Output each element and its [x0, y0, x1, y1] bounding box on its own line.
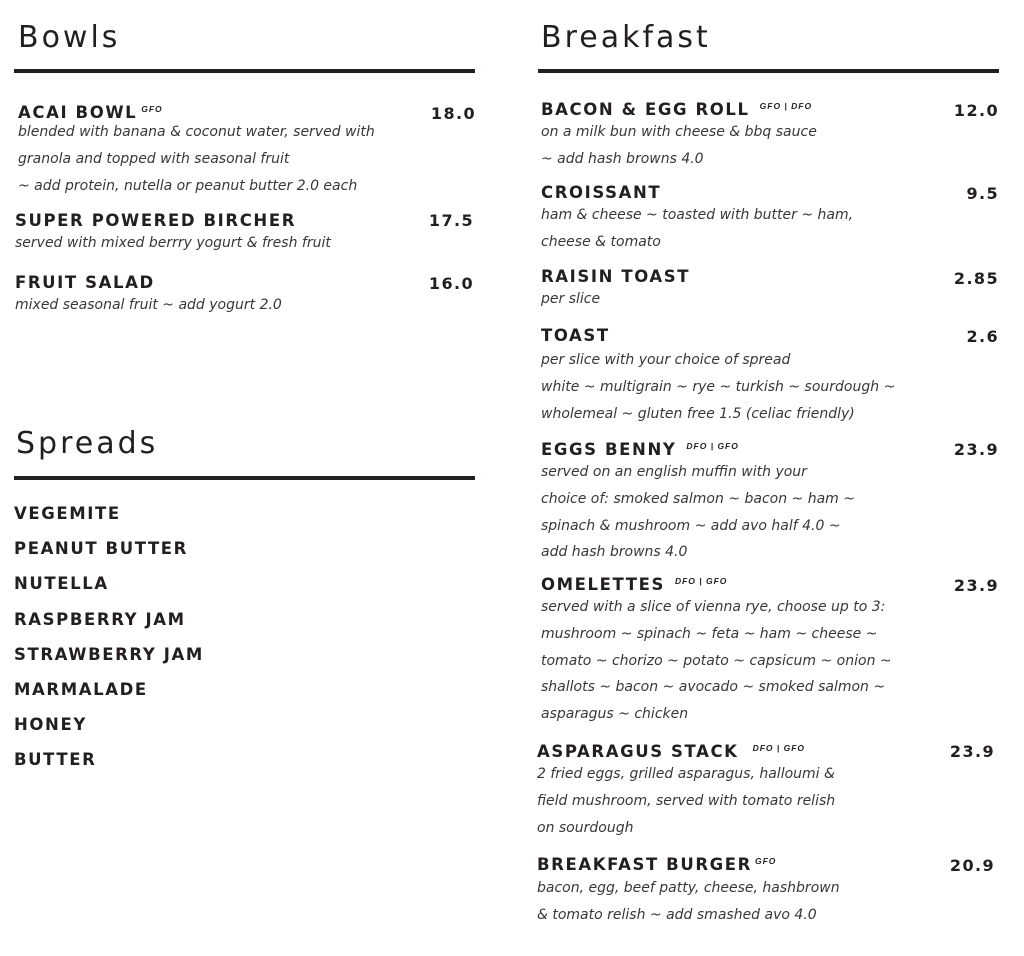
- item-price: 12.0: [953, 101, 999, 120]
- dietary-tag: DFO | GFO: [674, 576, 728, 586]
- spread-item: VEGEMITE: [14, 504, 121, 523]
- item-description: ham & cheese ~ toasted with butter ~ ham, cheese & tomato: [541, 207, 854, 250]
- spread-item: NUTELLA: [14, 574, 109, 593]
- item-price: 23.9: [953, 576, 999, 595]
- item-name: ACAI BOWL $^{GFO}$: [18, 103, 163, 122]
- item-name: OMELETTES $^{DFO | GFO}$: [541, 575, 728, 594]
- item-description: blended with banana & coconut water, served with granola and topped with seasonal fruit ~ add protein, nutella or peanut butter 2.0 each: [18, 124, 375, 194]
- item-name: CROISSANT: [541, 183, 662, 202]
- item-description: served with mixed berrry yogurt & fresh fruit: [15, 235, 331, 251]
- item-description: per slice: [541, 291, 601, 307]
- item-description: 2 fried eggs, grilled asparagus, halloumi & field mushroom, served with tomato relish on sourdough: [537, 766, 836, 836]
- spread-item: STRAWBERRY JAM: [14, 645, 204, 664]
- item-name: BACON & EGG ROLL $^{GFO | DFO}$: [541, 100, 813, 119]
- item-name: BREAKFAST BURGER $^{GFO}$: [537, 855, 777, 874]
- item-description: bacon, egg, beef patty, cheese, hashbrown & tomato relish ~ add smashed avo 4.0: [537, 880, 840, 923]
- item-description: served on an english muffin with your choice of: smoked salmon ~ bacon ~ ham ~ spinach & mushroom ~ add avo half 4.0 ~ add hash browns 4.0: [541, 464, 855, 561]
- item-name: RAISIN TOAST: [541, 267, 691, 286]
- spreads-divider: [14, 476, 475, 480]
- item-name: TOAST: [541, 326, 610, 345]
- breakfast-title: Breakfast: [541, 20, 711, 55]
- item-name: FRUIT SALAD: [15, 273, 155, 292]
- spread-item: HONEY: [14, 715, 87, 734]
- bowls-divider: [14, 69, 475, 73]
- spreads-title: Spreads: [16, 426, 159, 461]
- item-price: 17.5: [428, 211, 474, 230]
- dietary-tag: DFO | GFO: [752, 743, 806, 753]
- item-name: EGGS BENNY $^{DFO | GFO}$: [541, 440, 739, 459]
- item-name: ASPARAGUS STACK $^{DFO | GFO}$: [537, 742, 806, 761]
- item-price: 18.0: [430, 104, 476, 123]
- dietary-tag: GFO: [754, 856, 777, 866]
- item-price: 23.9: [953, 440, 999, 459]
- dietary-tag: DFO | GFO: [686, 441, 739, 451]
- item-price: 16.0: [428, 274, 474, 293]
- item-description: per slice with your choice of spread white ~ multigrain ~ rye ~ turkish ~ sourdough ~ wholemeal ~ gluten free 1.5 (celiac friendly): [541, 352, 896, 422]
- item-description: mixed seasonal fruit ~ add yogurt 2.0: [15, 297, 282, 313]
- item-price: 20.9: [949, 856, 995, 875]
- bowls-title: Bowls: [18, 20, 121, 55]
- spread-item: PEANUT BUTTER: [14, 539, 188, 558]
- item-price: 9.5: [966, 184, 999, 203]
- dietary-tag: GFO | DFO: [759, 101, 813, 111]
- breakfast-divider: [538, 69, 999, 73]
- spread-item: BUTTER: [14, 750, 97, 769]
- item-name: SUPER POWERED BIRCHER: [15, 211, 297, 230]
- item-description: served with a slice of vienna rye, choose up to 3: mushroom ~ spinach ~ feta ~ ham ~ cheese ~ tomato ~ chorizo ~ potato ~ capsicum ~ onion ~ shallots ~ bacon ~ avocado ~ smoked salmon ~ asparagus ~ chicken: [541, 599, 892, 723]
- item-price: 2.6: [966, 327, 999, 346]
- spread-item: MARMALADE: [14, 680, 148, 699]
- item-description: on a milk bun with cheese & bbq sauce ~ add hash browns 4.0: [541, 124, 817, 167]
- item-price: 2.85: [953, 269, 999, 288]
- spread-item: RASPBERRY JAM: [14, 610, 186, 629]
- item-price: 23.9: [949, 742, 995, 761]
- dietary-tag: GFO: [141, 104, 163, 114]
